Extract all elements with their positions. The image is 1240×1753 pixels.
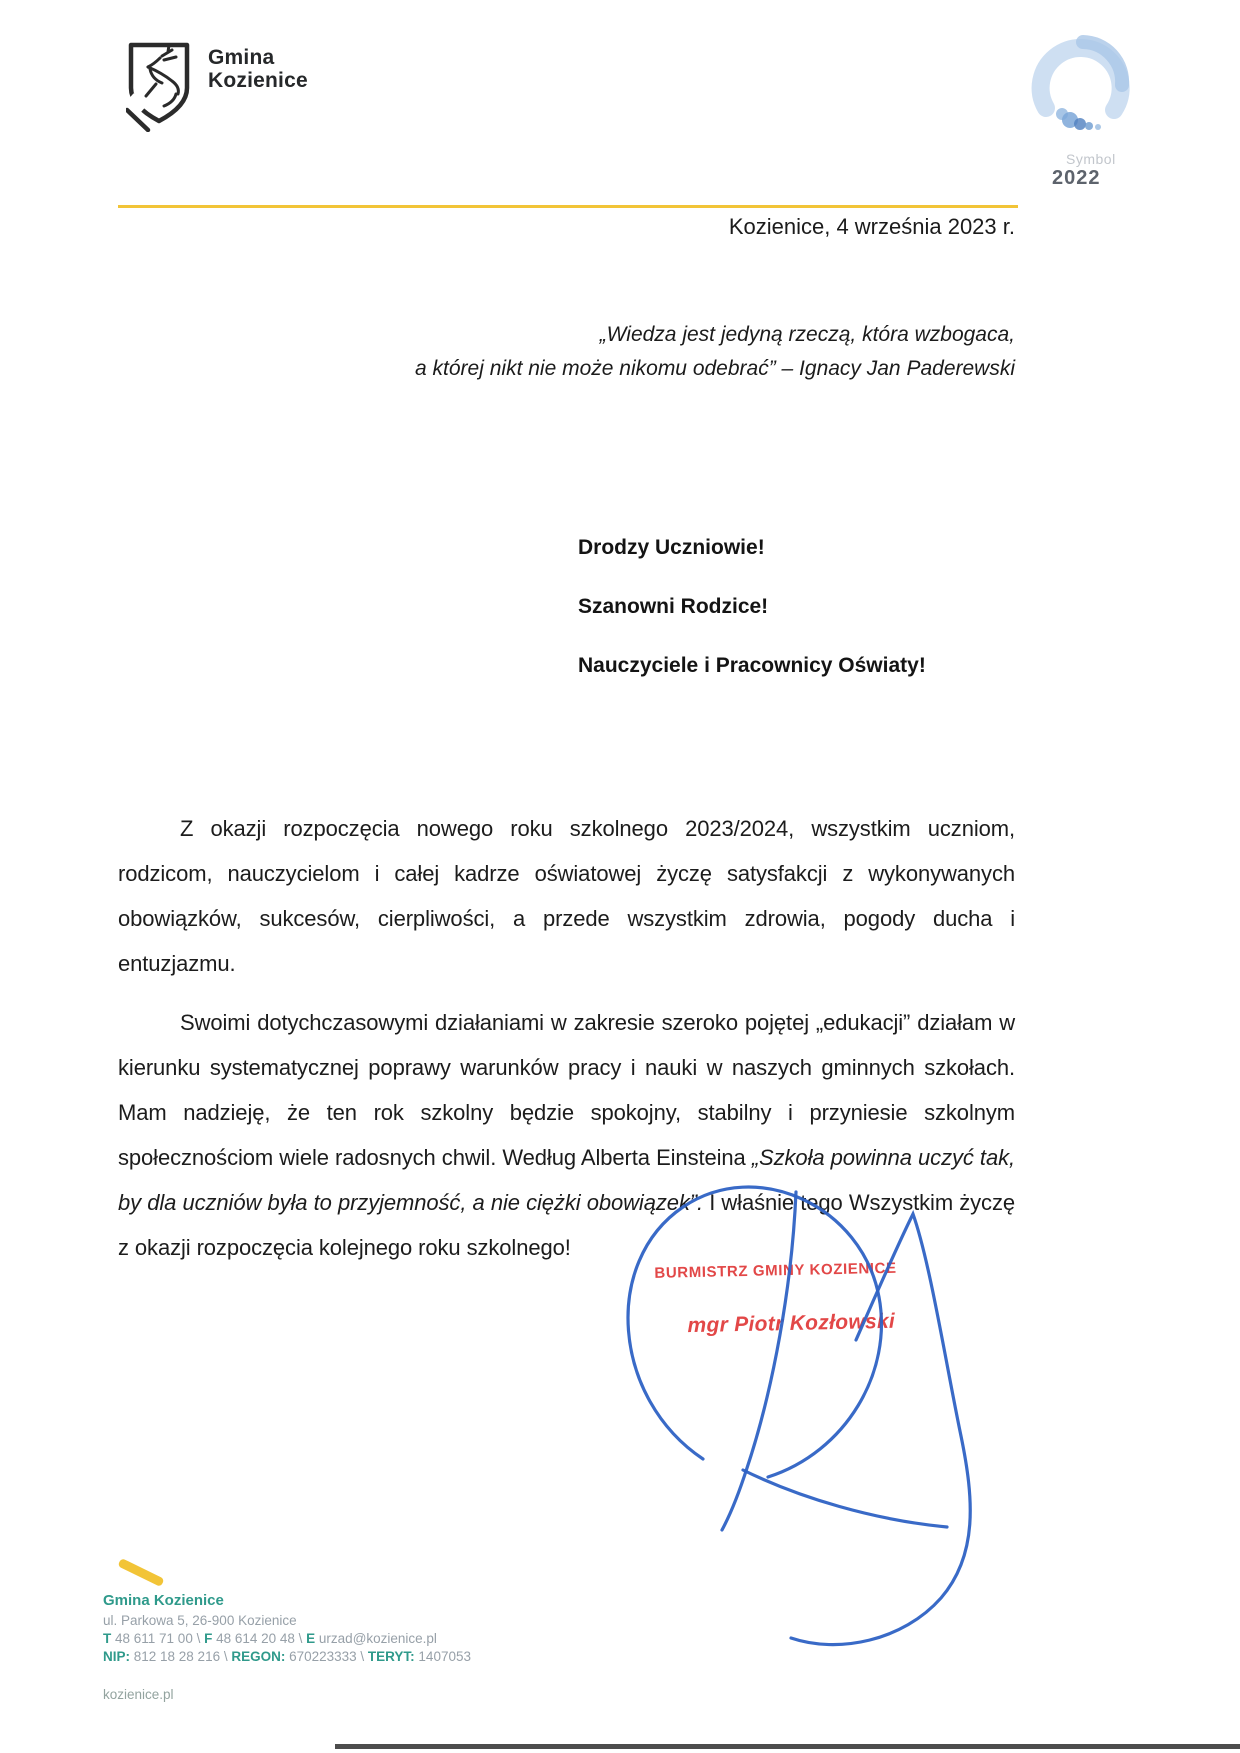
footer-contact: T 48 611 71 00 \ F 48 614 20 48 \ E urzad@kozienice.pl: [103, 1631, 437, 1646]
quote-line1: „Wiedza jest jedyną rzeczą, która wzbogaca,: [599, 323, 1015, 346]
deer-shield-icon: [126, 42, 192, 132]
brand-name-line2: Kozienice: [208, 69, 308, 92]
scan-artifact-line: [335, 1744, 1240, 1749]
award-label: Symbol: [1066, 151, 1116, 167]
watercolor-crescent-icon: [1028, 30, 1143, 142]
stamp-signer-name: mgr Piotr Kozłowski: [687, 1309, 896, 1338]
salutation-parents: Szanowni Rodzice!: [578, 595, 769, 618]
quote-line2: a której nikt nie może nikomu odebrać” – Ignacy Jan Paderewski: [415, 357, 1015, 380]
paragraph-1: Z okazji rozpoczęcia nowego roku szkolnego 2023/2024, wszystkim uczniom, rodzicom, nauczycielom i całej kadrze oświatowej życzę satysfakcji z wykonywanych obowiązków, sukcesów, cierpliwości, a przede wszystkim zdrowia, pogody ducha i entuzjazmu.: [118, 816, 1015, 976]
award-year: 2022: [1052, 167, 1101, 189]
brand-name-line1: Gmina: [208, 46, 275, 69]
paragraph-2: Swoimi dotychczasowymi działaniami w zakresie szeroko pojętej „edukacji” działam w kierunku systematycznej poprawy warunków pracy i nauki w naszych gminnych szkołach. Mam nadzieję, że ten rok szkolny będzie spokojny, stabilny i przyniesie szkolnym społecznościom wiele radosnych chwil. Według Alberta Einsteina „Szkoła powinna uczyć tak, by dla uczniów była to przyjemność, a nie ciężki obowiązek”. I właśnie tego Wszystkim życzę z okazji rozpoczęcia kolejnego roku szkolnego!: [118, 1010, 1015, 1260]
opening-quote: [118, 318, 1015, 386]
footer-website: kozienice.pl: [103, 1687, 174, 1702]
date-line: Kozienice, 4 września 2023 r.: [728, 214, 1015, 239]
stamp-title: BURMISTRZ GMINY KOZIENICE: [654, 1259, 897, 1282]
footer-address: ul. Parkowa 5, 26-900 Kozienice: [103, 1613, 297, 1628]
footer-org: Gmina Kozienice: [103, 1592, 224, 1609]
gmina-kozienice-logo: [126, 42, 308, 132]
salutations: [578, 536, 926, 713]
salutation-students: Drodzy Uczniowie!: [578, 536, 765, 559]
symbol-2022-logo: [1028, 30, 1148, 190]
mayor-stamp: [654, 1259, 925, 1339]
salutation-teachers: Nauczyciele i Pracownicy Oświaty!: [578, 654, 926, 677]
footer: [103, 1560, 523, 1704]
divider-line: [118, 205, 1018, 208]
yellow-slash-icon: [117, 1558, 164, 1587]
footer-ids: NIP: 812 18 28 216 \ REGON: 670223333 \ TERYT: 1407053: [103, 1649, 471, 1664]
brand-name: [208, 42, 308, 132]
